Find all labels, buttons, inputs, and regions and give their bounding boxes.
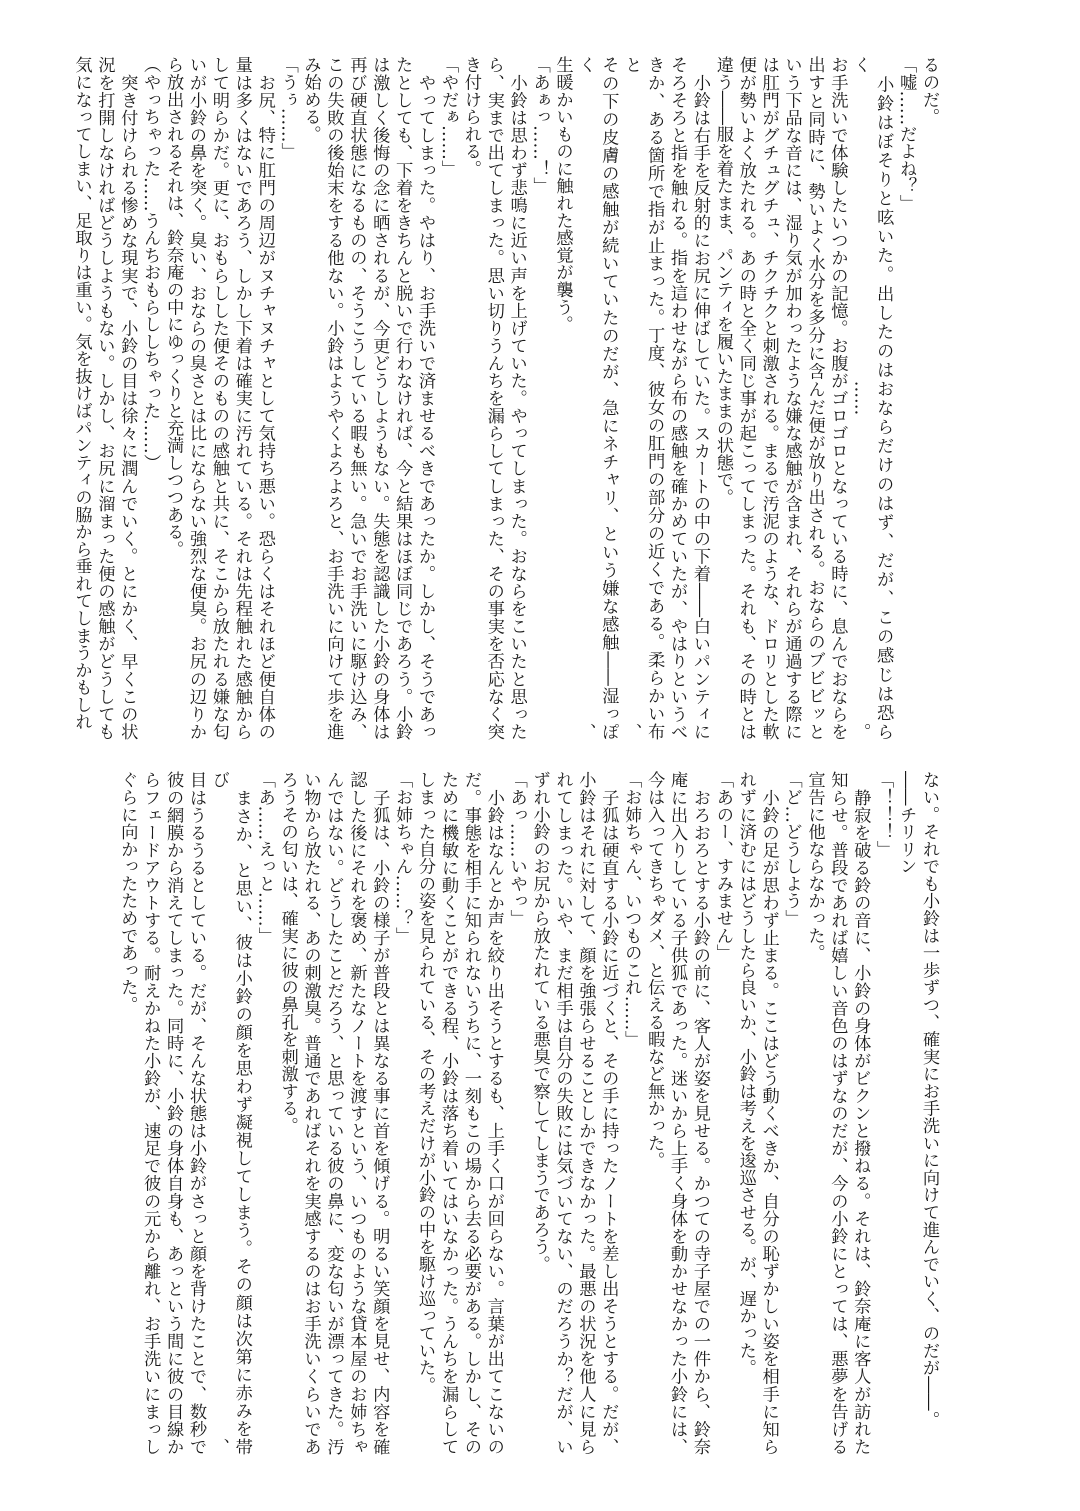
text-line: 彼の網膜から消えてしまった。同時に、小鈴の身体自身も、あっという間に彼の目線か	[163, 771, 184, 1455]
text-line: （やっちゃった……うんちおもらししちゃった……）	[140, 56, 161, 471]
text-line: しまった自分の姿を見られている、その考えだけが小鈴の中を駆け巡っていた。	[415, 771, 436, 1394]
text-line: 「お姉ちゃん、いつものこれ……」	[621, 771, 642, 1048]
text-line: 「あっ……いやっ」	[506, 771, 527, 927]
text-line: まさか、と思い、彼は小鈴の顔を思わず凝視してしまう。その顔は次第に赤みを帯び、	[208, 771, 252, 1455]
text-line: 小鈴は右手を反射的にお尻に伸ばしていた。スカートの中の下着――白いパンティに	[689, 56, 710, 740]
text-line: ない。それでも小鈴は一歩ずつ、確実にお手洗いに向けて進んでいく、のだが――。	[919, 771, 939, 1429]
text-line: 子狐は硬直する小鈴に近づくと、その手に持ったノートを差し出そうとする。だが、	[598, 771, 619, 1455]
text-line: 「！！！」	[873, 771, 894, 858]
text-line: 宣告に他ならなかった。	[804, 771, 825, 962]
text-line: 知らせ。普段であれば嬉しい音色のはずなのだが、今の小鈴にとっては、悪夢を告げる	[827, 771, 848, 1455]
text-line: ずれ小鈴のお尻から放たれている悪臭で察してしまうであろう。	[529, 771, 550, 1273]
text-block-top	[71, 56, 940, 740]
text-line: ら、実まで出てしまった。思い切りうんちを漏らしてしまった、その事実を否応なく突	[483, 56, 504, 740]
text-line: い物から放たれる、あの刺激臭。普通であればそれを実感するのはお手洗いくらいであ	[300, 771, 321, 1455]
text-line: いが小鈴の鼻を突く。臭い、おならの臭さとは比にならない強烈な便臭。お尻の辺りか	[186, 56, 206, 740]
text-line: き付けられる。	[460, 56, 481, 178]
text-line: は激しく後悔の念に晒されるが、今更どうしようもない。失態を認識した小鈴の身体は	[369, 56, 390, 740]
text-line: れずに済むにはどうしたら良いか、小鈴は考えを逡巡させる。が、遅かった。	[735, 771, 756, 1377]
text-line: るのだ。	[919, 56, 939, 126]
text-line: 「うぅ……」	[277, 56, 298, 160]
text-line: いう下品な音には、湿り気が加わったような嫌な感触が含まれ、それらが通過する際に	[781, 56, 802, 740]
text-line: 生暖かいものに触れた感覚が襲う。	[552, 56, 573, 333]
text-line: たとしても、下着をきちんと脱いで行わなければ、今と結果はほぼ同じであろう。小鈴	[392, 56, 413, 740]
text-line: 「ど…どうしよう」	[781, 771, 802, 927]
text-line: 小鈴はぼそりと呟いた。出したのはおならだけのはず、だが、この感じは恐らく……。	[850, 56, 894, 740]
text-line: 「やだぁ……」	[437, 56, 458, 178]
text-line: んではない。どうしたことだろう、と思っている彼の鼻に、変な匂いが漂ってきた。汚	[323, 771, 344, 1455]
text-line: は肛門がグチュグチュ、チクチクと刺激される。まるで汚泥のような、ドロリとした軟	[758, 56, 779, 740]
text-line: 気になってしまい、足取りは重い。気を抜けばパンティの脇から垂れてしまうかもしれ	[71, 56, 92, 731]
text-line: 突き付けられる惨めな現実で、小鈴の目は徐々に潤んでいく。とにかく、早くこの状	[117, 56, 138, 740]
text-line: 小鈴はそれに対して、顔を強張らせることしかできなかった。最悪の状況を他人に見ら	[575, 771, 596, 1455]
text-line: そろそろと指を触れる。指を這わせながら布の感触を確かめていたが、やはりというべ	[667, 56, 688, 740]
text-line: 「あぁっ……！」	[529, 56, 550, 195]
text-line: だ。事態を相手に知られないうちに、一刻もこの場から去る必要がある。しかし、その	[460, 771, 481, 1455]
text-line: 「あのー、すみません」	[712, 771, 733, 962]
text-line: 「あ……えっと……」	[254, 771, 275, 944]
text-line: 量は多くはないであろう、しかし下着は確実に汚れている。それは先程触れた感触から	[231, 56, 252, 740]
text-line: れてしまった。いや、まだ相手は自分の失敗には気づいてない、のだろうか？だが、い	[552, 771, 573, 1455]
text-line: 便が勢いよく放たれる。あの時と全く同じ事が起こってしまった。それも、その時とは	[735, 56, 756, 740]
text-line: ぐらに向かったためであった。	[117, 771, 138, 1014]
text-line: この失敗の後始末をする他ない。小鈴はようやくよろよろと、お手洗いに向けて歩を進	[323, 56, 344, 740]
text-line: 今は入ってきちゃダメ、と伝える暇など無かった。	[644, 771, 665, 1169]
text-line: 小鈴はなんとか声を絞り出そうとするも、上手く口が回らない。言葉が出てこないの	[483, 771, 504, 1455]
text-line: 違う――服を着たまま、パンティを履いたままの状態で。	[712, 56, 733, 506]
text-line: 子狐は、小鈴の様子が普段とは異なる事に首を傾げる。明るい笑顔を見せ、内容を確	[369, 771, 390, 1455]
text-line: して明らかだ。更に、おもらしした便そのものの感触と共に、そこから放たれる嫌な匂	[208, 56, 229, 740]
text-line: 静寂を破る鈴の音に、小鈴の身体がビクンと撥ねる。それは、鈴奈庵に客人が訪れた	[850, 771, 871, 1455]
text-line: お尻、特に肛門の周辺がヌチャヌチャとして気持ち悪い。恐らくはそれほど便自体の	[254, 56, 275, 740]
text-line: おろおろとする小鈴の前に、客人が姿を見せる。かつての寺子屋での一件から、鈴奈	[689, 771, 710, 1455]
text-line: ろうその匂いは、確実に彼の鼻孔を刺激する。	[277, 771, 298, 1135]
text-line: ら放出されるそれは、鈴奈庵の中にゆっくりと充満しつつある。	[163, 56, 184, 558]
text-line: やってしまった。やはり、お手洗いで済ませるべきであったか。しかし、そうであっ	[415, 56, 436, 740]
text-line: 小鈴の足が思わず止まる。ここはどう動くべきか、自分の恥ずかしい姿を相手に知ら	[758, 771, 779, 1455]
text-line: 「嘘……だよね？」	[896, 56, 917, 212]
text-block-bottom	[117, 771, 940, 1455]
text-line: その下の皮膚の感触が続いていたのだが、急にネチャリ、という嫌な感触――湿っぽく、	[575, 56, 619, 740]
text-line: お手洗いで体験したいつかの記憶。お腹がゴロゴロとなっている時に、息んでおならを	[827, 56, 848, 740]
text-line: 庵に出入りしている子供狐であった。迷いから上手く身体を動かせなかった小鈴には、	[667, 771, 688, 1455]
text-line: 目はうるうるとしている。だが、そんな状態は小鈴がさっと顔を背けたことで、数秒で	[186, 771, 206, 1455]
text-line: 認した後にそれを褒め、新たなノートを渡すという、いつものような貸本屋のお姉ちゃ	[346, 771, 367, 1455]
text-line: 況を打開しなければどうしようもない。しかし、お尻に溜まった便の感触がどうしても	[94, 56, 115, 740]
text-line: 出すと同時に、勢いよく水分を多分に含んだ便が放り出される。おならのブビビッと	[804, 56, 825, 740]
text-line: きか、ある箇所で指が止まった。丁度、彼女の肛門の部分の近くである。柔らかい布と、	[621, 56, 665, 740]
text-line: らフェードアウトする。耐えかねた小鈴が、速足で彼の元から離れ、お手洗いにまっし	[140, 771, 161, 1455]
text-line: ――チリリン	[896, 771, 917, 875]
text-line: 小鈴は思わず悲鳴に近い声を上げていた。やってしまった。おならをこいたと思った	[506, 56, 527, 740]
text-line: ために機敏に動くことができる程、小鈴は落ち着いてはいなかった。うんちを漏らして	[437, 771, 458, 1455]
text-line: 「お姉ちゃん……？」	[392, 771, 413, 944]
text-line: み始める。	[300, 56, 321, 143]
text-line: 再び硬直状態になるものの、そうこうしている暇も無い。急いでお手洗いに駆け込み、	[346, 56, 367, 740]
